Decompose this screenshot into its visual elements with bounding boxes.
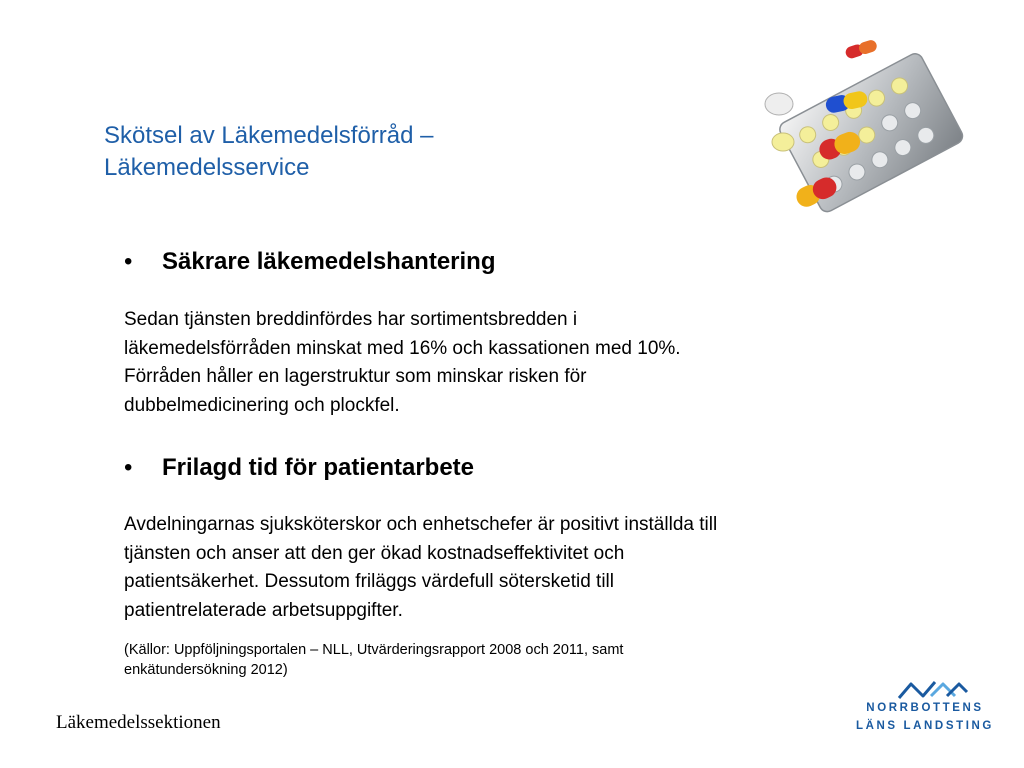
- nll-logo: [855, 678, 995, 738]
- logo-line-1: NORRBOTTENS: [866, 702, 984, 714]
- footer-department: Läkemedelssektionen: [56, 712, 221, 733]
- bullet-icon: •: [124, 248, 133, 275]
- paragraph-line: patientrelaterade arbetsuppgifter.: [124, 599, 403, 621]
- paragraph-line: tjänsten och anser att den ger ökad kostnadseffektivitet och: [124, 542, 625, 564]
- paragraph-line: läkemedelsförråden minskat med 16% och kassationen med 10%.: [124, 337, 681, 359]
- section-2-heading-text: Frilagd tid för patientarbete: [162, 454, 475, 481]
- source-note: [124, 640, 764, 680]
- section-2-paragraph: [124, 511, 854, 625]
- paragraph-line: Förråden håller en lagerstruktur som minskar risken för: [124, 366, 587, 387]
- paragraph-line: Avdelningarnas sjuksköterskor och enhetschefer är positivt inställda till: [124, 514, 718, 535]
- section-2-heading: [124, 454, 764, 482]
- bullet-icon: •: [124, 454, 133, 481]
- section-1-paragraph: [124, 306, 854, 420]
- logo-line-2: LÄNS LANDSTING: [856, 720, 994, 732]
- paragraph-line: patientsäkerhet. Dessutom friläggs värdefull sötersketid till: [124, 571, 615, 592]
- slide-title-line-2: Läkemedelsservice: [104, 154, 310, 181]
- section-1-heading: [124, 248, 764, 276]
- slide-title: [104, 120, 664, 184]
- paragraph-line: dubbelmedicinering och plockfel.: [124, 394, 400, 416]
- source-note-line: enkätundersökning 2012): [124, 662, 288, 678]
- source-note-line: (Källor: Uppföljningsportalen – NLL, Utvärderingsrapport 2008 och 2011, samt: [124, 642, 624, 658]
- paragraph-line: Sedan tjänsten breddinfördes har sortimentsbredden i: [124, 309, 578, 330]
- section-1-heading-text: Säkrare läkemedelshantering: [162, 248, 496, 275]
- pills-image: [755, 38, 1005, 216]
- nll-logo-mark: [895, 678, 971, 700]
- slide-title-line-1: Skötsel av Läkemedelsförråd –: [104, 122, 434, 149]
